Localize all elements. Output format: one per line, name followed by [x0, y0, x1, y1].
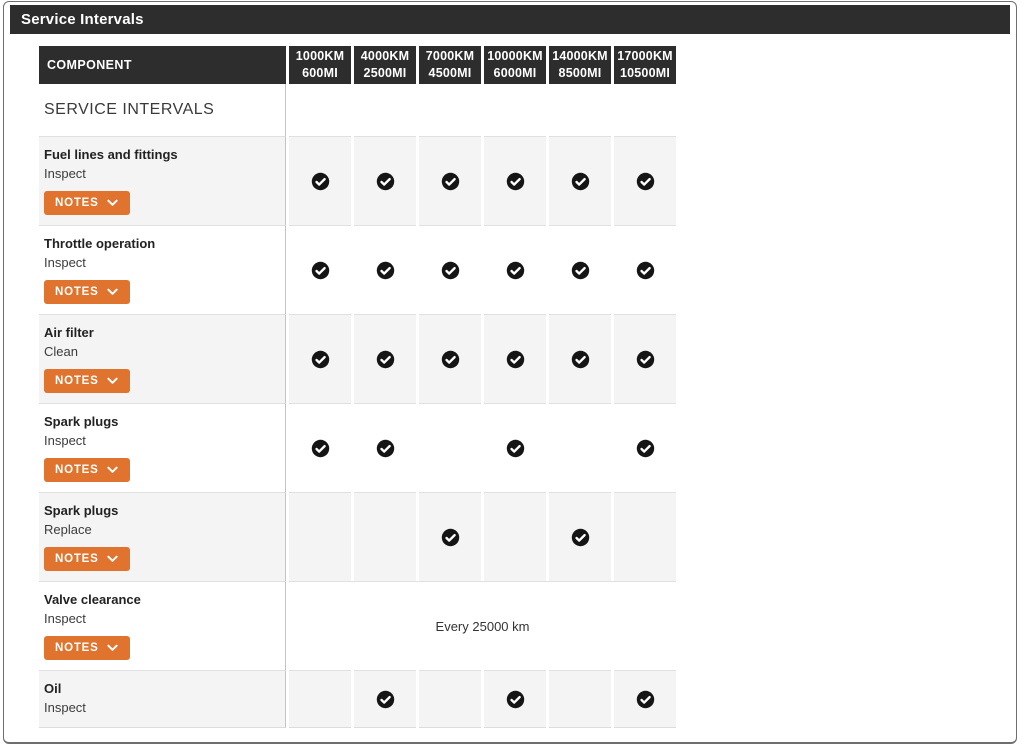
check-circle-icon [636, 439, 655, 458]
table-row [39, 136, 676, 225]
table-row [39, 403, 676, 492]
interval-cell [549, 136, 611, 225]
check-circle-icon [311, 172, 330, 191]
page-title: Service Intervals [21, 11, 144, 28]
component-name: Throttle operation [44, 236, 156, 251]
section-header-row [39, 84, 676, 136]
interval-cell [354, 492, 416, 581]
chevron-down-icon [107, 288, 118, 296]
interval-cell [549, 492, 611, 581]
interval-cell [354, 403, 416, 492]
notes-button[interactable] [44, 547, 130, 571]
chevron-down-icon [107, 466, 118, 474]
chevron-down-icon [107, 199, 118, 207]
interval-cell [614, 136, 676, 225]
table-row [39, 581, 676, 670]
notes-button-label: NOTES [55, 642, 99, 654]
notes-button-label: NOTES [55, 553, 99, 565]
interval-cell [614, 314, 676, 403]
page-card [3, 1, 1017, 744]
check-circle-icon [636, 690, 655, 709]
check-circle-icon [441, 261, 460, 280]
notes-button[interactable] [44, 280, 130, 304]
interval-cell [354, 314, 416, 403]
interval-mi: 600MI [302, 66, 338, 80]
column-header-component: COMPONENT [39, 46, 286, 84]
check-circle-icon [376, 350, 395, 369]
notes-button-label: NOTES [55, 197, 99, 209]
component-cell [39, 225, 286, 314]
interval-cell [549, 670, 611, 728]
interval-cell [289, 670, 351, 728]
interval-km: 14000KM [552, 49, 608, 64]
component-action: Inspect [44, 611, 86, 626]
chevron-down-icon [107, 377, 118, 385]
interval-cell [484, 314, 546, 403]
check-circle-icon [311, 350, 330, 369]
check-circle-icon [506, 261, 525, 280]
interval-km: 10000KM [487, 49, 543, 64]
interval-cell [419, 314, 481, 403]
notes-button-label: NOTES [55, 375, 99, 387]
check-circle-icon [441, 172, 460, 191]
interval-cell [614, 492, 676, 581]
interval-cell [289, 403, 351, 492]
notes-button[interactable] [44, 369, 130, 393]
column-header-interval [419, 46, 481, 84]
interval-cell [484, 492, 546, 581]
notes-button-label: NOTES [55, 286, 99, 298]
interval-cell [354, 225, 416, 314]
check-circle-icon [571, 261, 590, 280]
table-row [39, 492, 676, 581]
interval-cell [484, 403, 546, 492]
interval-cell [289, 314, 351, 403]
column-header-interval [289, 46, 351, 84]
check-circle-icon [506, 350, 525, 369]
table-row [39, 314, 676, 403]
check-circle-icon [636, 261, 655, 280]
component-cell [39, 403, 286, 492]
check-circle-icon [311, 261, 330, 280]
component-action: Inspect [44, 700, 86, 715]
interval-mi: 4500MI [428, 66, 472, 80]
component-name: Fuel lines and fittings [44, 147, 178, 162]
component-action: Replace [44, 522, 92, 537]
service-intervals-table [36, 46, 679, 728]
check-circle-icon [636, 172, 655, 191]
window-title-bar [10, 5, 1010, 34]
check-circle-icon [506, 690, 525, 709]
check-circle-icon [636, 350, 655, 369]
component-action: Inspect [44, 255, 86, 270]
interval-cell [419, 136, 481, 225]
component-action: Clean [44, 344, 78, 359]
check-circle-icon [441, 528, 460, 547]
component-name: Air filter [44, 325, 94, 340]
component-name: Valve clearance [44, 592, 141, 607]
component-cell [39, 314, 286, 403]
interval-note-cell [289, 581, 676, 670]
check-circle-icon [376, 439, 395, 458]
interval-mi: 8500MI [558, 66, 602, 80]
column-header-interval [549, 46, 611, 84]
chevron-down-icon [107, 644, 118, 652]
interval-cell [614, 403, 676, 492]
interval-km: 7000KM [425, 49, 475, 64]
table-row [39, 225, 676, 314]
component-action: Inspect [44, 166, 86, 181]
interval-cell [614, 225, 676, 314]
interval-cell [484, 136, 546, 225]
interval-note-text: Every 25000 km [435, 618, 530, 634]
table-header-row [39, 46, 676, 84]
component-cell [39, 581, 286, 670]
notes-button[interactable] [44, 636, 130, 660]
interval-cell [419, 403, 481, 492]
interval-km: 17000KM [617, 49, 673, 64]
check-circle-icon [571, 528, 590, 547]
interval-cell [549, 314, 611, 403]
interval-mi: 6000MI [493, 66, 537, 80]
interval-cell [549, 403, 611, 492]
section-title-cell [39, 84, 286, 136]
interval-km: 1000KM [295, 49, 345, 64]
interval-cell [484, 670, 546, 728]
interval-cell [419, 225, 481, 314]
column-header-interval [614, 46, 676, 84]
notes-button[interactable] [44, 191, 130, 215]
interval-cell [354, 136, 416, 225]
check-circle-icon [311, 439, 330, 458]
check-circle-icon [571, 172, 590, 191]
notes-button-label: NOTES [55, 464, 99, 476]
table-row [39, 670, 676, 728]
check-circle-icon [571, 350, 590, 369]
check-circle-icon [376, 690, 395, 709]
section-empty-cell [289, 84, 676, 136]
interval-cell [549, 225, 611, 314]
component-name: Spark plugs [44, 414, 119, 429]
component-name: Oil [44, 681, 62, 696]
interval-mi: 10500MI [619, 66, 671, 80]
component-cell [39, 492, 286, 581]
interval-cell [289, 136, 351, 225]
check-circle-icon [506, 172, 525, 191]
interval-cell [614, 670, 676, 728]
column-header-interval [484, 46, 546, 84]
column-header-interval [354, 46, 416, 84]
interval-cell [354, 670, 416, 728]
component-cell [39, 136, 286, 225]
section-title: SERVICE INTERVALS [44, 101, 215, 118]
check-circle-icon [376, 172, 395, 191]
interval-cell [289, 225, 351, 314]
interval-mi: 2500MI [363, 66, 407, 80]
component-cell [39, 670, 286, 728]
check-circle-icon [376, 261, 395, 280]
interval-cell [419, 492, 481, 581]
interval-cell [289, 492, 351, 581]
component-action: Inspect [44, 433, 86, 448]
notes-button[interactable] [44, 458, 130, 482]
interval-cell [419, 670, 481, 728]
interval-km: 4000KM [360, 49, 410, 64]
component-name: Spark plugs [44, 503, 119, 518]
chevron-down-icon [107, 555, 118, 563]
check-circle-icon [506, 439, 525, 458]
check-circle-icon [441, 350, 460, 369]
interval-cell [484, 225, 546, 314]
